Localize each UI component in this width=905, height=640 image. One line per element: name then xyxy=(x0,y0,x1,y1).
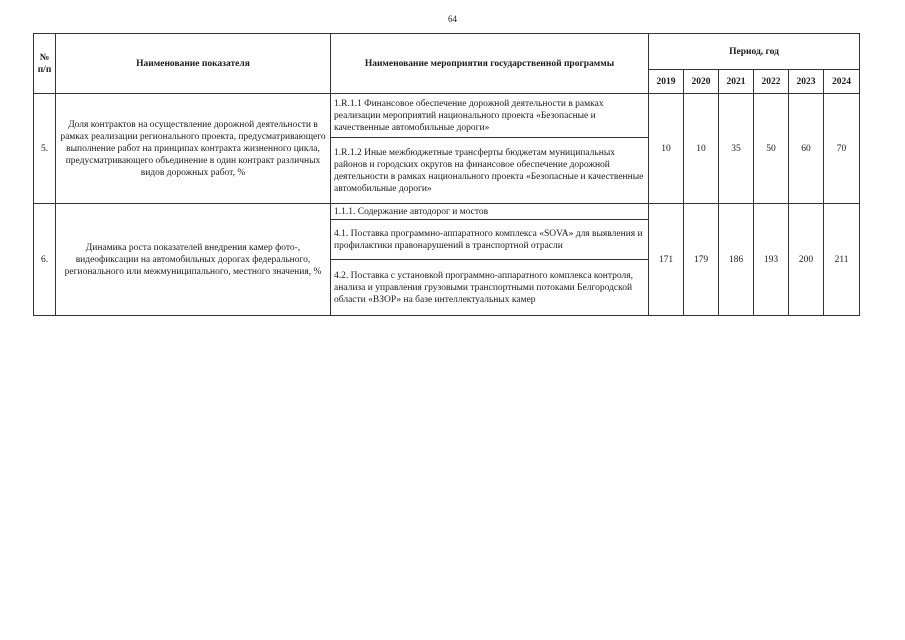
header-year: 2024 xyxy=(824,70,860,94)
activity-name: 1.R.1.1 Финансовое обеспечение дорожной деятельности в рамках реализации мероприятий национального проекта «Безопасные и качественные автомобильные дороги» xyxy=(331,94,649,138)
row-number: 5. xyxy=(34,94,56,204)
indicator-name: Динамика роста показателей внедрения камер фото-, видеофиксации на автомобильных дорогах федерального, регионального или межмуниципального, местного значения, % xyxy=(56,204,331,316)
header-indicator: Наименование показателя xyxy=(56,34,331,94)
header-num: № п/п xyxy=(34,34,56,94)
value-cell: 193 xyxy=(754,204,789,316)
header-period: Период, год xyxy=(649,34,860,70)
value-cell: 50 xyxy=(754,94,789,204)
value-cell: 171 xyxy=(649,204,684,316)
activity-name: 4.2. Поставка с установкой программно-аппаратного комплекса контроля, анализа и управления грузовыми транспортными потоками Белгородской области «ВЗОР» на базе интеллектуальных камер xyxy=(331,260,649,316)
header-year: 2019 xyxy=(649,70,684,94)
header-year: 2021 xyxy=(719,70,754,94)
indicators-table xyxy=(33,33,860,316)
value-cell: 200 xyxy=(789,204,824,316)
value-cell: 70 xyxy=(824,94,860,204)
page-number: 64 xyxy=(448,14,457,24)
indicator-name: Доля контрактов на осуществление дорожной деятельности в рамках реализации регионального проекта, предусматривающего выполнение работ на принципах контракта жизненного цикла, предусматривающего объединение в один контракт различных видов дорожных работ, % xyxy=(56,94,331,204)
value-cell: 10 xyxy=(649,94,684,204)
activity-name: 1.R.1.2 Иные межбюджетные трансферты бюджетам муниципальных районов и городских округов на финансовое обеспечение дорожной деятельности в рамках национального проекта «Безопасные и качественные автомобильные дороги» xyxy=(331,138,649,204)
header-year: 2023 xyxy=(789,70,824,94)
value-cell: 179 xyxy=(684,204,719,316)
value-cell: 10 xyxy=(684,94,719,204)
value-cell: 211 xyxy=(824,204,860,316)
value-cell: 35 xyxy=(719,94,754,204)
header-year: 2022 xyxy=(754,70,789,94)
row-number: 6. xyxy=(34,204,56,316)
activity-name: 4.1. Поставка программно-аппаратного комплекса «SOVA» для выявления и профилактики правонарушений в транспортной отрасли xyxy=(331,220,649,260)
activity-name: 1.1.1. Содержание автодорог и мостов xyxy=(331,204,649,220)
header-activity: Наименование мероприятия государственной программы xyxy=(331,34,649,94)
value-cell: 60 xyxy=(789,94,824,204)
header-year: 2020 xyxy=(684,70,719,94)
value-cell: 186 xyxy=(719,204,754,316)
